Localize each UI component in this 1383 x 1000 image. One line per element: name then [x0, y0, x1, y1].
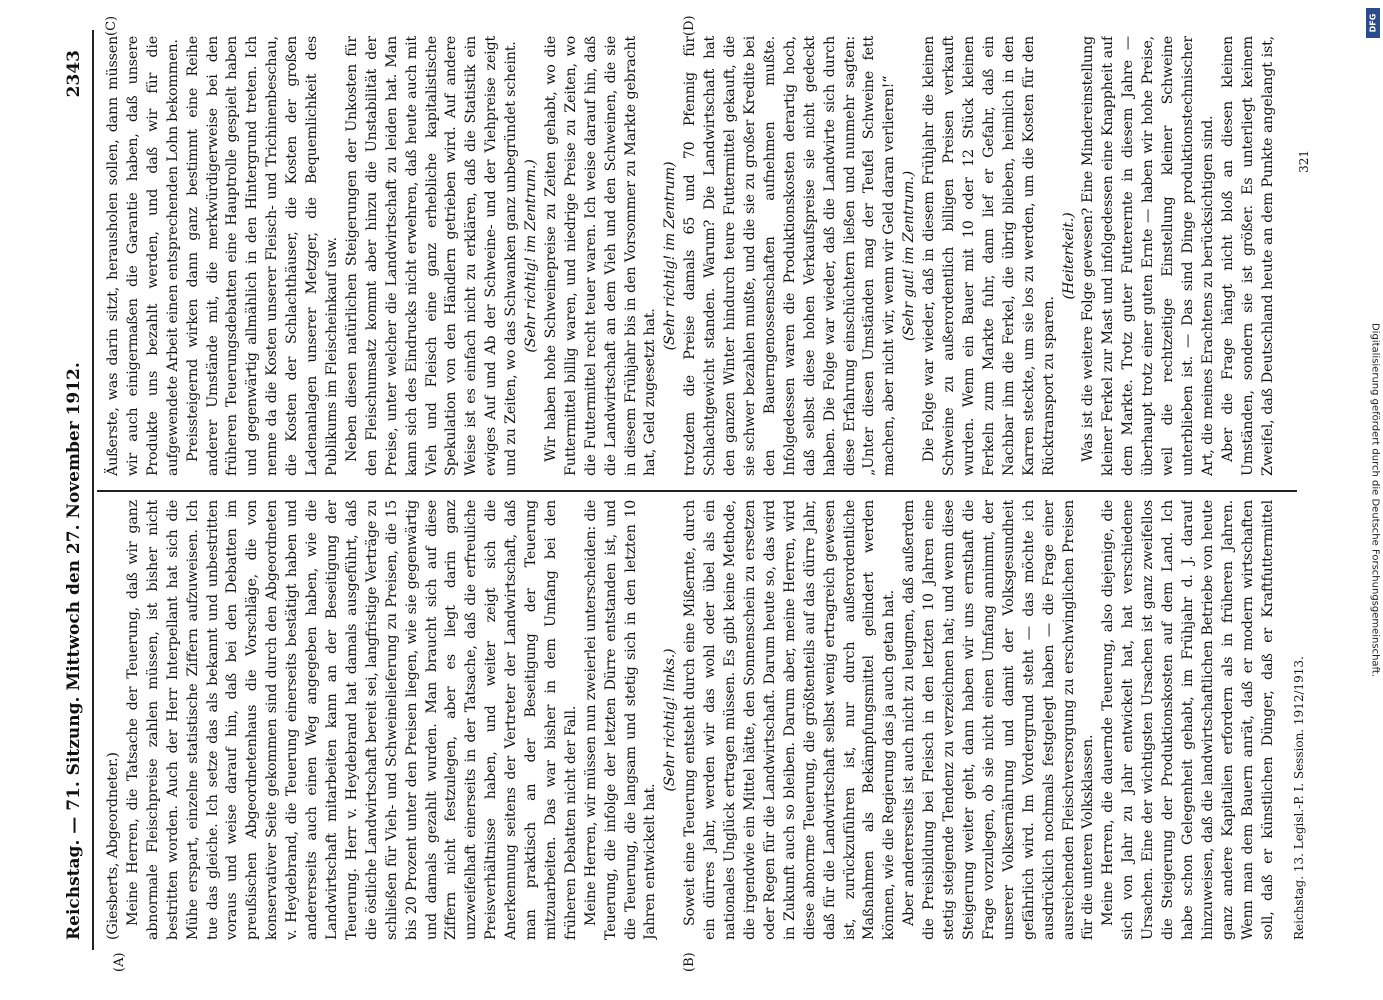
paragraph: Die Folge war wieder, daß in diesem Frühjahr die kleinen Schweine zu außerordentlich billigen Preisen verkauft wurden. Wenn ein Bauer mit 10 oder 12 Stück kleinen Ferkeln zum Markte fuhr, dann lief er Gefahr, daß ein Nachbar ihm die Ferkel, die übrig blieben, heimlich in den Karren steckte, um sie los zu werden, um die Kosten für den Rücktransport zu sparen.	[920, 36, 1057, 476]
paragraph: trotzdem die Preise damals 65 und 70 Pfennig für Schlachtgewicht standen. Warum? Die Landwirtschaft hat den ganzen Winter hindurch teure Futtermittel gekauft, die sie schwer bezahlen mußte, und die sie zu großer Kredite bei den Bauerngenossenschaften aufnehmen mußte. Infolgedessen waren die Produktionskosten derartig hoch, daß selbst diese hohen Verkaufspreise sie nicht gedeckt haben. Die Folge war wieder, daß die Landwirte sich durch diese Erfahrung einschüchtern ließen und nunmehr sagten: „Unter diesen Umständen mag der Teufel Schweine fett machen, aber nicht wir, wenn wir Geld daran verlieren!“	[681, 36, 897, 476]
margin-letter-b: (B)	[681, 952, 697, 972]
header-title: Reichstag. — 71. Sitzung. Mittwoch den 27. November 1912.	[63, 362, 84, 940]
paragraph: Wir haben hohe Schweinepreise zu Zeiten gehabt, wo die Futtermittel billig waren, und niedrige Preise zu Zeiten, wo die Futtermittel recht teuer waren. Ich weise darauf hin, daß die Landwirtschaft an dem Vieh und den Schweinen, die sie in diesem Frühjahr bis in den Vorsommer zu Markte gebracht hat, Geld zugesetzt hat.	[542, 36, 658, 476]
interjection: (Sehr gut! im Zentrum.)	[900, 171, 917, 341]
margin-letter-d: (D)	[681, 15, 697, 36]
page-header	[64, 30, 94, 960]
paragraph: Was ist die weitere Folge gewesen? Eine Mindereinstellung kleiner Ferkel zur Mast und infolgedessen eine Knappheit auf dem Markte. Trotz guter Futterernte in diesem Jahre — überhaupt trotz einer guten Ernte — haben wir hohe Preise, weil die rechtzeitige Einstellung kleiner Schweine unterblieben ist. — Das sind Dinge produktionstechnischer Art, die meines Erachtens zu berücksichtigen sind.	[1079, 36, 1216, 476]
digitization-credit: Digitalisierung gefördert durch die Deutsche Forschungsgemeinschaft.	[1369, 322, 1381, 678]
margin-letter-c: (C)	[103, 15, 119, 36]
left-column	[104, 500, 1279, 940]
dfg-logo-text: DFG	[1368, 13, 1378, 33]
paragraph: Neben diesen natürlichen Steigerungen der Unkosten für den Fleischumsatz kommt aber hinzu die Unstabilität der Preise, unter welcher die Landwirtschaft zu leiden hat. Man kann sich des Eindrucks nicht erwehren, daß heute auch mit Vieh und Fleisch eine ganz erhebliche kapitalistische Spekulation von den Händlern getrieben wird. Auf andere Weise ist es einfach nicht zu erklären, daß die Statistik ein ewiges Auf und Ab der Schweine- und der Viehpreise zeigt und zu Zeiten, wo das Schwanken ganz unbegründet scheint.	[343, 36, 519, 476]
interjection: (Sehr richtig! im Zentrum.)	[522, 159, 539, 353]
interjection: (Sehr richtig! links.)	[661, 648, 678, 792]
paragraph: Meine Herren, wir müssen nun zweierlei unterscheiden: die Teuerung, die infolge der letzten Dürre entstanden ist, und die Teuerung, die langsam und stetig sich in den letzten 10 Jahren entwickelt hat.	[582, 500, 658, 940]
paragraph: Aber andererseits ist auch nicht zu leugnen, daß außerdem die Preisbildung bei Fleisch in den letzten 10 Jahren eine stetig steigende Tendenz zu verzeichnen hat; und wenn diese Steigerung weiter geht, dann haben wir uns ernsthaft die Frage vorzulegen, ob sie nicht einen Umfang annimmt, der unserer Volksernährung und damit der Volksgesundheit gefährlich wird. Im Vordergrund steht — das möchte ich ausdrücklich nochmals festgelegt haben — die Frage einer ausreichenden Fleischversorgung zu erschwinglichen Preisen für die unteren Volksklassen.	[900, 500, 1096, 940]
column-divider	[97, 490, 1297, 492]
paragraph: Preissteigernd wirken dann ganz bestimmt eine Reihe anderer Umstände mit, die merkwürdigerweise bei den früheren Teuerungsdebatten eine Hauptrolle gespielt haben und gegenwärtig allmählich in den Hintergrund treten. Ich nenne da die Kosten unserer Fleisch- und Trichinenbeschau, die Kosten der Schlachthäuser, die Kosten der großen Ladenanlagen unserer Metzger, die Bequemlichkeit des Publikums im Fleischeinkauf usw.	[184, 36, 340, 476]
header-page-number: 2343	[63, 50, 84, 98]
header-rule	[92, 30, 94, 950]
paragraph: Meine Herren, die Tatsache der Teuerung, daß wir ganz abnormale Fleischpreise zahlen müssen, ist bisher nicht bestritten worden. Auch der Herr Interpellant hat sich die Mühe erspart, einzelne statistische Ziffern aufzuweisen. Ich tue das gleiche. Ich setze das als bekannt und unbestritten voraus und weise darauf hin, daß bei den Debatten im preußischen Abgeordnetenhaus die Vorschläge, die von konservativer Seite gekommen sind durch den Abgeordneten v. Heydebrand, die Teuerung einerseits bestätigt haben und andererseits auch einen Weg angegeben haben, wie die Landwirtschaft mitarbeiten kann an der Beseitigung der Teuerung. Herr v. Heydebrand hat damals ausgeführt, daß die östliche Landwirtschaft bereit sei, langfristige Verträge zu schließen für Vieh- und Schweinelieferung zu Preisen, die 15 bis 20 Prozent unter den Preisen liegen, wie sie gegenwärtig und damals gezahlt wurden. Man braucht sich auf diese Ziffern nicht festzulegen, aber es liegt darin ganz unzweifelhaft einerseits in der Tatsache, daß die erfreuliche Preisverhältnisse haben, und weiter zeigt sich die Anerkennung seitens der Vertreter der Landwirtschaft, daß man praktisch an der Beseitigung der Teuerung mitzuarbeiten. Das war bisher in dem Umfang bei den früheren Debatten nicht der Fall.	[124, 500, 579, 940]
dfg-logo	[1366, 8, 1380, 38]
page-footer: Reichstag. 13. Legisl.-P. I. Session. 1912/1913.	[1291, 656, 1306, 940]
paragraph: Äußerste, was darin sitzt, herausholen sollen, dann müssen wir auch einigermaßen die Garantie haben, daß unsere Produkte uns bezahlt werden, und daß wir für die aufgewendete Arbeit einen entsprechenden Lohn bekommen.	[104, 36, 181, 476]
margin-letter-a: (A)	[111, 952, 127, 972]
sheet-number: 321	[1296, 150, 1311, 173]
paragraph: Aber die Frage hängt nicht bloß an diesen kleinen Umständen, sondern sie ist größer. Es unterliegt keinem Zweifel, daß Deutschland heute an dem Punkte angelangt ist,	[1219, 36, 1276, 476]
paragraph: Meine Herren, die dauernde Teuerung, also diejenige, die sich von Jahr zu Jahr entwickelt hat, hat verschiedene Ursachen. Eine der wichtigsten Ursachen ist ganz zweifellos die Steigerung der Produktionskosten auf dem Land. Ich habe schon Gelegenheit gehabt, im Frühjahr d. J. darauf hinzuweisen, daß die landwirtschaftlichen Betriebe von heute ganz andere Kapitalien erfordern als in früheren Jahren. Wenn man dem Bauern anrät, daß er modern wirtschaften soll, daß er künstlichen Dünger, daß er Kraftfuttermittel	[1099, 500, 1276, 940]
right-column	[104, 36, 1279, 476]
paragraph: Soweit eine Teuerung entsteht durch eine Mißernte, durch ein dürres Jahr, werden wir das wohl oder übel als ein nationales Unglück ertragen müssen. Es gibt keine Methode, die irgendwie ein Mittel hätte, den Sonnenschein zu ersetzen oder Regen für die Landwirtschaft. Darum heute so, das wird in Zukunft auch so bleiben. Darum aber, meine Herren, wird diese abnorme Teuerung, die größtenteils auf das dürre Jahr, daß für die Landwirtschaft selbst wenig ertragreich gewesen ist, zurückzuführen ist, nur durch außerordentliche Maßnahmen als Bekämpfungsmittel gelindert werden können, wie die Regierung das ja auch getan hat.	[681, 500, 897, 940]
rotated-page	[42, 15, 1342, 980]
interjection: (Heiterkeit.)	[1060, 212, 1076, 300]
speaker-label: (Giesberts, Abgeordneter.)	[104, 752, 121, 940]
interjection: (Sehr richtig! im Zentrum)	[661, 161, 678, 351]
